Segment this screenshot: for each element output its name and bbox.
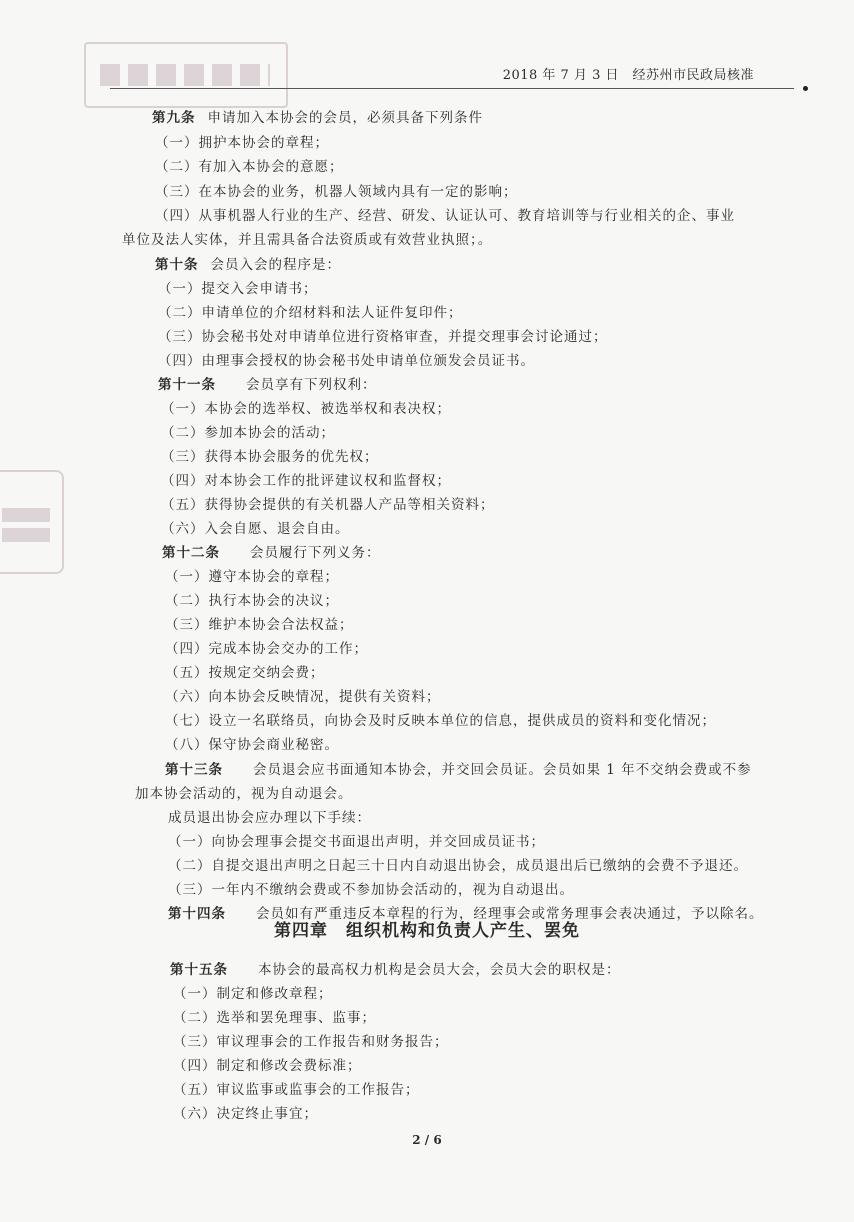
list-item: （一）提交入会申请书； (158, 281, 318, 297)
list-item: （六）决定终止事宜； (173, 1106, 318, 1122)
list-item: （三）维护本协会合法权益； (165, 617, 354, 633)
seal-stamp-edge (0, 470, 64, 574)
list-item: （六）入会自愿、退会自由。 (161, 521, 350, 537)
article-12-heading (162, 541, 381, 561)
list-item: （二）申请单位的介绍材料和法人证件复印件； (158, 305, 463, 321)
list-item: （五）获得协会提供的有关机器人产品等相关资料； (161, 497, 495, 513)
article-continuation: 加本协会活动的，视为自动退会。 (135, 786, 353, 802)
article-number: 第十三条 (165, 762, 223, 778)
list-item: （五）按规定交纳会费； (165, 665, 325, 681)
chapter-title: 第四章 组织机构和负责人产生、罢免 (274, 921, 580, 941)
list-item: （四）由理事会授权的协会秘书处申请单位颁发会员证书。 (158, 353, 535, 369)
list-item: （一）拥护本协会的章程； (155, 135, 329, 151)
list-item: （一）遵守本协会的章程； (165, 569, 339, 585)
list-item: （四）完成本协会交办的工作； (165, 641, 368, 657)
page-header (110, 64, 794, 89)
page-number: 2 / 6 (412, 1133, 442, 1147)
list-item: （二）选举和罢免理事、监事； (173, 1010, 376, 1026)
list-item: （八）保守协会商业秘密。 (165, 737, 339, 753)
list-item: （三）协会秘书处对申请单位进行资格审查，并提交理事会讨论通过； (158, 329, 608, 345)
article-number: 第十五条 (170, 962, 228, 978)
list-item: （一）制定和修改章程； (173, 986, 333, 1002)
approval-note: 2018 年 7 月 3 日 经苏州市民政局核准 (502, 68, 754, 83)
article-text: 会员履行下列义务： (250, 545, 381, 561)
list-item-continuation: 单位及法人实体，并且需具备合法资质或有效营业执照；。 (122, 232, 493, 248)
article-number: 第十二条 (162, 545, 220, 561)
article-number: 第十条 (155, 257, 199, 273)
article-text: 会员如有严重违反本章程的行为，经理事会或常务理事会表决通过，予以除名。 (256, 906, 764, 922)
article-text: 会员退会应书面通知本协会，并交回会员证。会员如果 1 年不交纳会费或不参 (253, 762, 752, 778)
sub-heading: 成员退出协会应办理以下手续： (168, 810, 371, 826)
article-9-heading (152, 106, 483, 126)
list-item: （四）对本协会工作的批评建议权和监督权； (161, 473, 451, 489)
list-item: （三）获得本协会服务的优先权； (161, 449, 379, 465)
article-number: 第十一条 (158, 377, 216, 393)
list-item: （二）执行本协会的决议； (165, 593, 339, 609)
list-item: （一）本协会的选举权、被选举权和表决权； (161, 401, 451, 417)
article-number: 第九条 (152, 110, 196, 126)
list-item: （二）自提交退出声明之日起三十日内自动退出协会，成员退出后已缴纳的会费不予退还。 (168, 858, 748, 874)
list-item: （二）有加入本协会的意愿； (155, 159, 344, 175)
article-text: 会员享有下列权利： (246, 377, 377, 393)
list-item: （三）一年内不缴纳会费或不参加协会活动的，视为自动退出。 (168, 882, 574, 898)
article-13-heading (165, 758, 752, 778)
list-item: （七）设立一名联络员，向协会及时反映本单位的信息，提供成员的资料和变化情况； (165, 713, 716, 729)
list-item: （三）在本协会的业务，机器人领域内具有一定的影响； (155, 184, 518, 200)
article-11-heading (158, 373, 377, 393)
article-10-heading (155, 253, 341, 273)
list-item: （三）审议理事会的工作报告和财务报告； (173, 1034, 449, 1050)
article-text: 申请加入本协会的会员，必须具备下列条件 (207, 110, 483, 126)
article-text: 会员入会的程序是： (210, 257, 341, 273)
ink-dot (803, 86, 808, 91)
list-item: （四）从事机器人行业的生产、经营、研发、认证认可、教育培训等与行业相关的企、事业 (155, 208, 735, 224)
article-text: 本协会的最高权力机构是会员大会，会员大会的职权是： (258, 962, 621, 978)
list-item: （六）向本协会反映情况，提供有关资料； (165, 689, 441, 705)
list-item: （二）参加本协会的活动； (161, 425, 335, 441)
article-15-heading (170, 958, 621, 978)
list-item: （四）制定和修改会费标准； (173, 1058, 362, 1074)
list-item: （五）审议监事或监事会的工作报告； (173, 1082, 420, 1098)
article-number: 第十四条 (168, 906, 226, 922)
list-item: （一）向协会理事会提交书面退出声明，并交回成员证书； (168, 834, 545, 850)
